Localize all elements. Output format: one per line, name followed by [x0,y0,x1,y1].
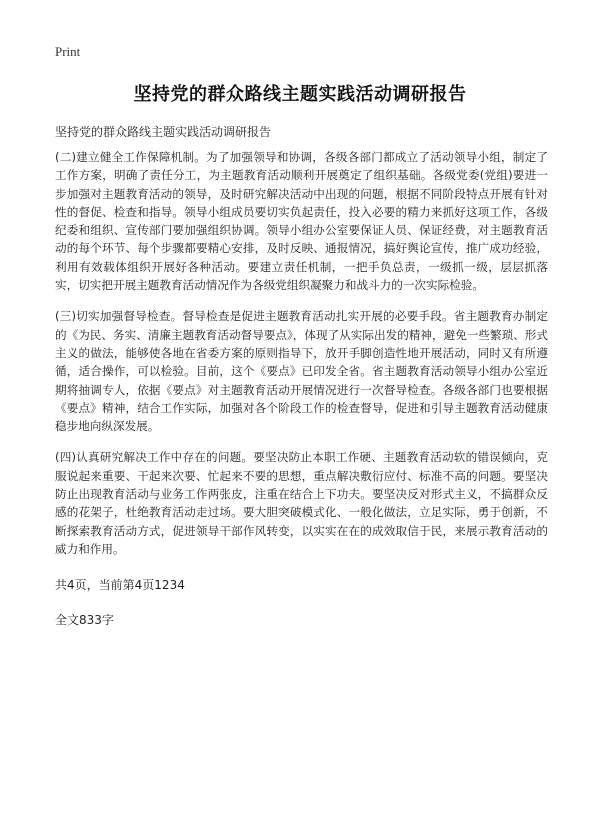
pagination-summary: 共4页，当前第4页 [55,578,155,593]
pagination [55,576,548,593]
paragraph-2: (二)建立健全工作保障机制。为了加强领导和协调，各级各部门都成立了活动领导小组，制定了工作方案，明确了责任分工，为主题教育活动顺利开展奠定了组织基础。各级党委(党组)要进一步加强对主题教育活动的领导，及时研究解决活动中出现的问题，根据不同阶段特点开展有针对性的督促、检查和指导。领导小组成员要切实负起责任，投入必要的精力来抓好这项工作，各级纪委和组织、宣传部门要加强组织协调。领导小组办公室要保证人员、保证经费，对主题教育活动的每个环节、每个步骤都要精心安排，及时反映、通报情况，搞好舆论宣传，推广成功经验，利用有效载体组织开展好各种活动。要建立责任机制，一把手负总责，一级抓一级，层层抓落实，切实把开展主题教育活动情况作为各级党组织凝聚力和战斗力的一次实际检验。 [55,150,548,293]
word-count: 全文833字 [55,613,114,628]
page-link-3[interactable]: 3 [169,578,178,593]
document-subtitle: 坚持党的群众路线主题实践活动调研报告 [55,125,272,139]
paragraph-4: (四)认真研究解决工作中存在的问题。要坚决防止本职工作硬、主题教育活动软的错误倾向，克服说起来重要、干起来次要、忙起来不要的思想，重点解决敷衍应付、标准不高的问题。要坚决防止出现教育活动与业务工作两张皮，注重在结合上下功夫。要坚决反对形式主义，不搞群众反感的花架子，杜绝教育活动走过场。要大胆突破模式化、一般化做法，立足实际，勇于创新，不断探索教育活动方式，促进领导干部作风转变，以实实在在的成效取信于民，来展示教育活动的威力和作用。 [55,450,548,556]
document-body [55,148,548,628]
page-link-1[interactable]: 1 [154,578,162,593]
page-link-2[interactable]: 2 [161,578,170,593]
page-title: 坚持党的群众路线主题实践活动调研报告 [133,84,467,105]
print-link[interactable]: Print [55,44,81,59]
page-link-4[interactable]: 4 [177,578,185,593]
paragraph-3: (三)切实加强督导检查。督导检查是促进主题教育活动扎实开展的必要手段。省主题教育办制定的《为民、务实、清廉主题教育活动督导要点》，体现了从实际出发的精神，避免一些繁琐、形式主义的做法，能够使各地在省委方案的原则指导下，放开手脚创造性地开展活动，同时又有所遵循，适合操作，可以检验。目前，这个《要点》已印发全省。省主题教育活动领导小组办公室近期将抽调专人，依据《要点》对主题教育活动开展情况进行一次督导检查。各级各部门也要根据《要点》精神，结合工作实际，加强对各个阶段工作的检查督导，促进和引导主题教育活动健康稳步地向纵深发展。 [55,309,548,434]
